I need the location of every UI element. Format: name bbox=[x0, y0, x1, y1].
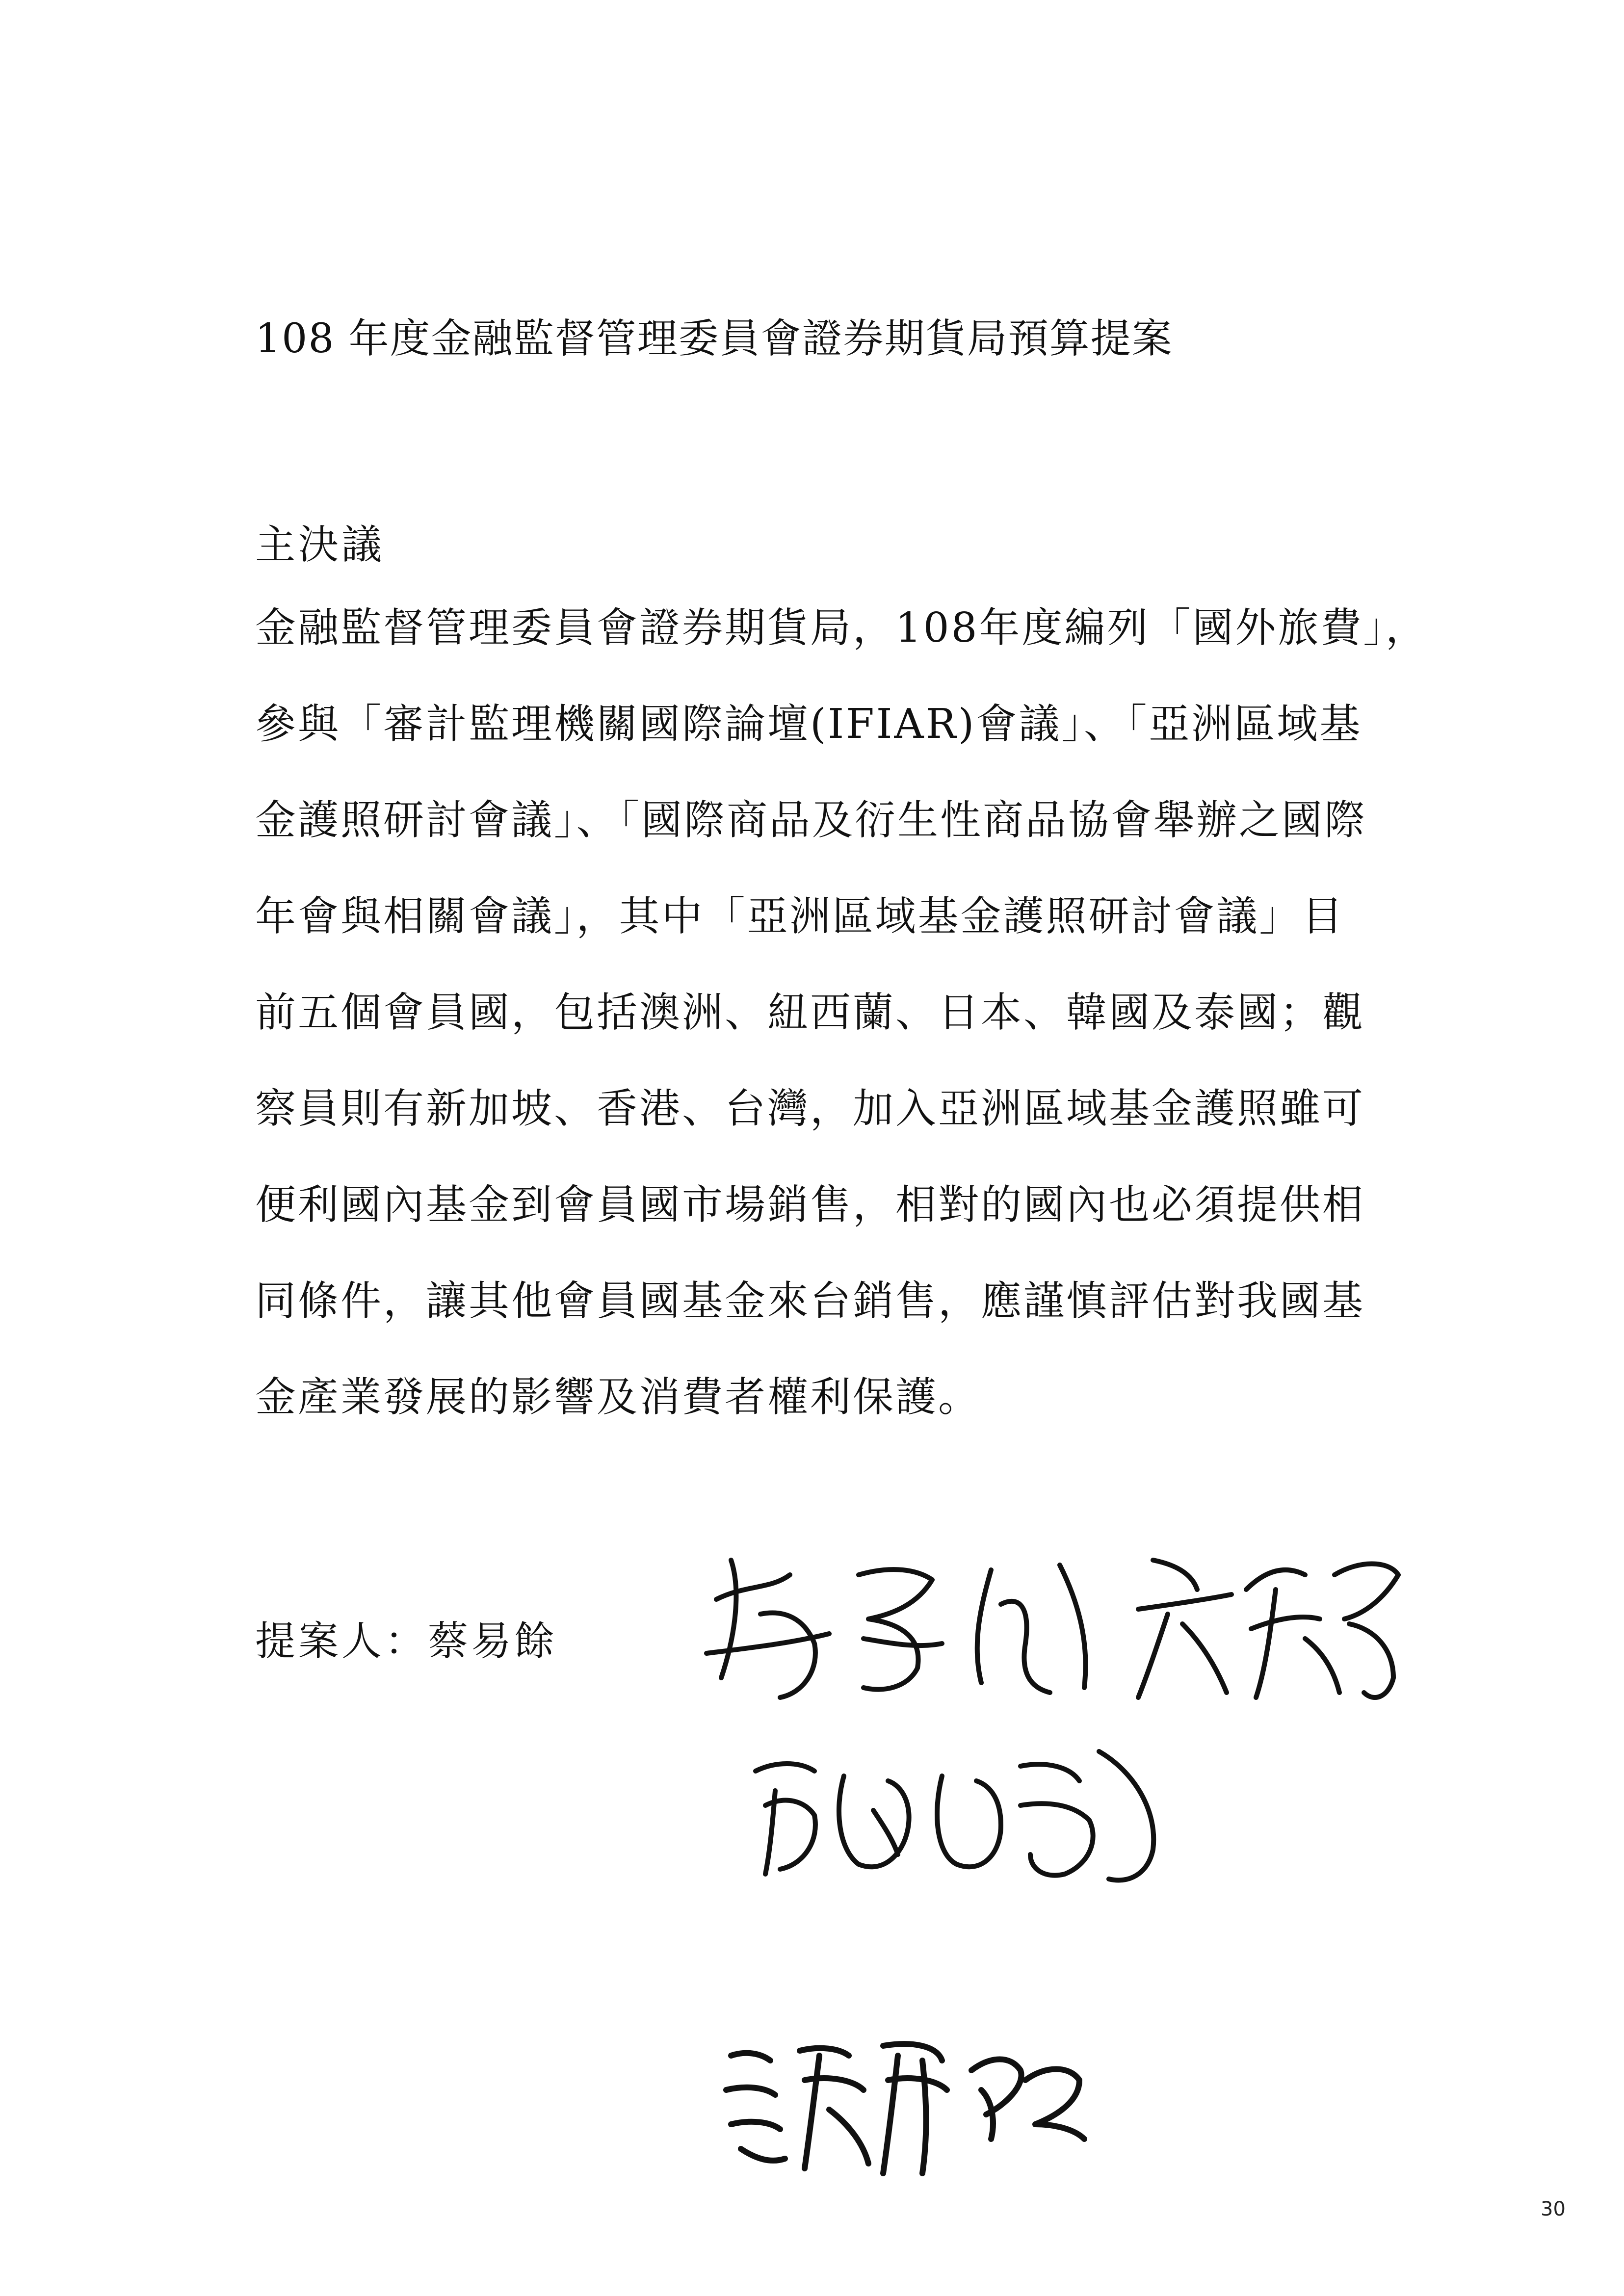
signature-stroke bbox=[977, 1565, 1086, 1693]
signature-stroke bbox=[1335, 1564, 1398, 1698]
body-line: 同條件，讓其他會員國基金來台銷售，應謹慎評估對我國基 bbox=[255, 1277, 1365, 1325]
signature-stroke bbox=[937, 1776, 1001, 1867]
page-number: 30 bbox=[1541, 2198, 1566, 2220]
resolution-body bbox=[255, 601, 1428, 1466]
body-line: 金護照研討會議」、「國際商品及衍生性商品協會舉辦之國際 bbox=[255, 796, 1367, 844]
signature-stroke bbox=[839, 1776, 909, 1867]
signature-stroke bbox=[1246, 1570, 1339, 1697]
signature-row-1 bbox=[687, 1531, 1413, 1717]
handwritten-annotation bbox=[716, 2026, 1089, 2183]
signature-stroke bbox=[1138, 1560, 1231, 1697]
body-line: 前五個會員國，包括澳洲、紐西蘭、日本、韓國及泰國；觀 bbox=[255, 989, 1365, 1036]
body-line: 年會與相關會議」，其中「亞洲區域基金護照研討會議」目 bbox=[255, 892, 1345, 940]
annotation-stroke bbox=[1025, 2069, 1084, 2139]
signature-stroke bbox=[859, 1569, 942, 1690]
body-line: 金產業發展的影響及消費者權利保護。 bbox=[255, 1373, 981, 1421]
annotation-stroke bbox=[800, 2048, 868, 2168]
annotation-stroke bbox=[883, 2044, 947, 2173]
body-line: 參與「審計監理機關國際論壇(IFIAR)會議」、「亞洲區域基 bbox=[255, 700, 1362, 748]
annotation-stroke bbox=[726, 2053, 785, 2161]
signature-stroke bbox=[707, 1560, 829, 1697]
signature-stroke bbox=[1021, 1764, 1093, 1875]
signature-stroke bbox=[756, 1764, 815, 1874]
document-title: 108 年度金融監督管理委員會證券期貨局預算提案 bbox=[255, 315, 1173, 362]
signature-stroke bbox=[1099, 1751, 1153, 1880]
annotation-stroke bbox=[971, 2060, 1022, 2139]
proposer-label: 提案人：蔡易餘 bbox=[255, 1618, 558, 1665]
body-line: 便利國內基金到會員國市場銷售，相對的國內也必須提供相 bbox=[255, 1181, 1365, 1228]
body-line: 察員則有新加坡、香港、台灣，加入亞洲區域基金護照雖可 bbox=[255, 1085, 1365, 1132]
body-line: 金融監督管理委員會證券期貨局，108年度編列「國外旅費」， bbox=[255, 604, 1428, 652]
signature-row-2 bbox=[746, 1732, 1187, 1889]
section-heading: 主決議 bbox=[255, 522, 385, 568]
